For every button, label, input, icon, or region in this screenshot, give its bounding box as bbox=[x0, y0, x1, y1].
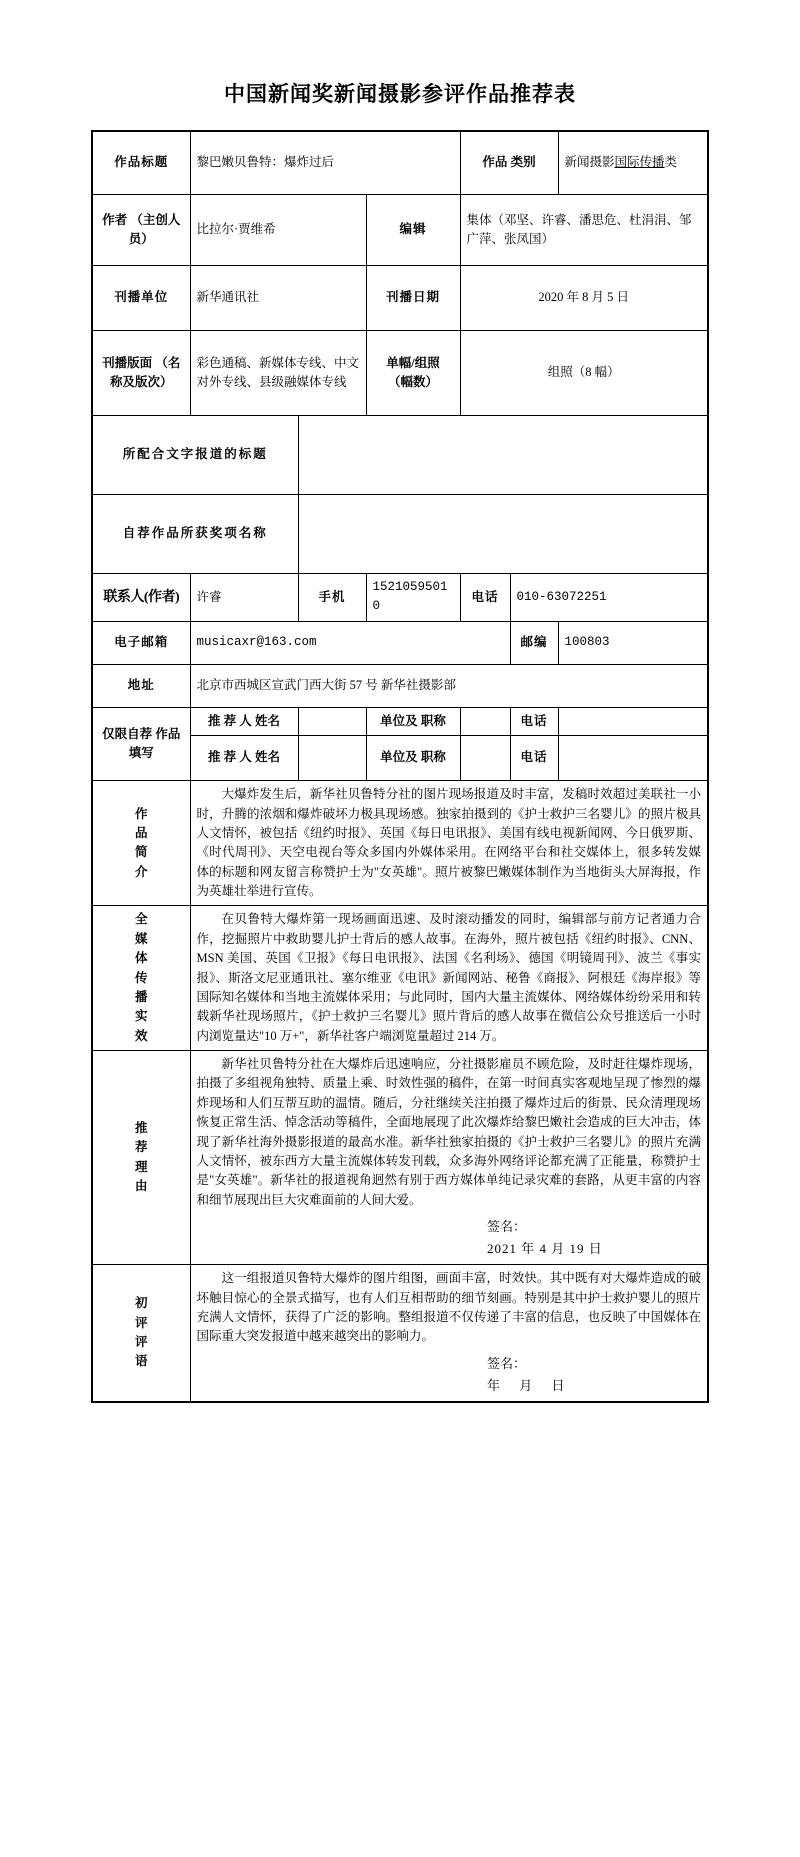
impact-label-char-0: 全 bbox=[134, 912, 148, 927]
recommender-unit-value-2[interactable] bbox=[460, 736, 510, 781]
reason-signature-block bbox=[197, 1216, 702, 1260]
summary-label-char-1: 品 bbox=[134, 825, 148, 840]
initial-review-signature-label[interactable]: 签名： bbox=[487, 1355, 527, 1371]
recommender-unit-label-2-line2: 职称 bbox=[420, 750, 446, 765]
impact-body[interactable] bbox=[190, 906, 708, 1051]
initial-review-label bbox=[92, 1265, 190, 1402]
table-row-self-award bbox=[92, 495, 708, 574]
reason-text: 新华社贝鲁特分社在大爆炸后迅速响应，分社摄影雇员不顾危险，及时赶往爆炸现场，拍摄了多组视角独特、质量上乘、时效性强的稿件，在第一时间真实客观地呈现了惨烈的爆炸现场和人们互帮互助的温情。随后，分社继续关注拍摄了爆炸过后的街景、民众清理现场恢复正常生活、悼念活动等稿件，全面地展现了此次爆炸给黎巴嫩社会造成的巨大冲击，体现了新华社海外摄影报道的最高水准。新华社独家拍摄的《护士救护三名婴儿》的照片充满人文情怀，被东西方大量主流媒体转发刊载，众多海外网络评论都充满了正能量，称赞护士是"女英雄"。新华社的报道视角迥然有别于西方媒体单纯记录灾难的套路，从更丰富的内容和细节展现出巨大灾难面前的人间大爱。 bbox=[196, 1057, 701, 1207]
recommender-name-label-1-line2: 姓名 bbox=[254, 713, 280, 728]
impact-label-char-5: 实 bbox=[134, 1009, 148, 1024]
summary-body[interactable] bbox=[190, 781, 708, 906]
summary-label-char-3: 介 bbox=[134, 864, 148, 879]
recommender-name-label-2 bbox=[190, 736, 298, 781]
initial-review-label-char-0: 初 bbox=[134, 1296, 148, 1311]
email-label: 电子邮箱 bbox=[92, 621, 190, 664]
recommender-phone-label-1: 电话 bbox=[510, 707, 558, 735]
publisher-label: 刊播单位 bbox=[92, 266, 190, 331]
impact-label-char-4: 播 bbox=[134, 989, 148, 1004]
work-category-prefix: 新闻摄影 bbox=[564, 155, 615, 170]
table-row-summary bbox=[92, 781, 708, 906]
self-award-label: 自荐作品所获奖项名称 bbox=[92, 495, 298, 574]
mobile-value[interactable]: 15210595010 bbox=[366, 574, 460, 622]
editor-label: 编辑 bbox=[366, 195, 460, 266]
impact-label-char-3: 传 bbox=[134, 970, 148, 985]
phone-value[interactable]: 010-63072251 bbox=[510, 574, 708, 622]
table-row-contact bbox=[92, 574, 708, 622]
table-row-address bbox=[92, 664, 708, 707]
summary-text: 大爆炸发生后，新华社贝鲁特分社的图片现场报道及时丰富，发稿时效超过美联社一小时，升腾的浓烟和爆炸破坏力极具现场感。独家拍摄到的《护士救护三名婴儿》的照片极具人文情怀，被包括《纽约时报》、英国《每日电讯报》、美国有线电视新闻网、今日俄罗斯、《时代周刊》、天空电视台等众多国内外媒体采用。在网络平台和社交媒体上，很多转发媒体的标题和网友留言称赞护士为"女英雄"。照片被黎巴嫩媒体制作为当地街头大屏海报，作为英雄壮举进行宣传。 bbox=[196, 787, 701, 898]
recommender-unit-value-1[interactable] bbox=[460, 707, 510, 735]
mobile-label: 手机 bbox=[298, 574, 366, 622]
initial-review-text: 这一组报道贝鲁特大爆炸的图片组图，画面丰富，时效快。其中既有对大爆炸造成的破坏触目惊心的全景式描写，也有人们互相帮助的细节刻画。特别是其中护士救护婴儿的照片充满人文情怀，获得了广泛的影响。整组报道不仅传递了丰富的信息，也反映了中国媒体在国际重大突发报道中越来越突出的影响力。 bbox=[196, 1271, 701, 1344]
work-title-label: 作品标题 bbox=[92, 131, 190, 195]
initial-review-label-char-3: 语 bbox=[134, 1354, 148, 1369]
recommender-name-label-1 bbox=[190, 707, 298, 735]
phone-label: 电话 bbox=[460, 574, 510, 622]
initial-review-signature-date[interactable]: 年 月 日 bbox=[487, 1377, 573, 1393]
initial-review-label-char-2: 评 bbox=[134, 1335, 148, 1350]
impact-label-char-2: 体 bbox=[134, 951, 148, 966]
contact-value[interactable]: 许睿 bbox=[190, 574, 298, 622]
edition-label-line1: 刊播版面 bbox=[102, 355, 153, 370]
impact-label-char-1: 媒 bbox=[134, 931, 148, 946]
photo-count-label-line2: （幅数） bbox=[387, 375, 438, 389]
recommender-unit-label-2 bbox=[366, 736, 460, 781]
table-row-self-recommend-1 bbox=[92, 707, 708, 735]
work-title-value[interactable]: 黎巴嫩贝鲁特：爆炸过后 bbox=[190, 131, 460, 195]
initial-review-signature-block bbox=[197, 1353, 702, 1397]
recommender-phone-value-2[interactable] bbox=[558, 736, 708, 781]
page-title: 中国新闻奖新闻摄影参评作品推荐表 bbox=[224, 82, 576, 106]
editor-value[interactable]: 集体（邓坚、许睿、潘思危、杜涓涓、邹广萍、张凤国） bbox=[460, 195, 708, 266]
self-recommend-label bbox=[92, 707, 190, 780]
summary-label-char-0: 作 bbox=[134, 806, 148, 821]
table-row-edition bbox=[92, 331, 708, 416]
companion-title-label: 所配合文字报道的标题 bbox=[92, 416, 298, 495]
reason-label-char-3: 由 bbox=[134, 1178, 148, 1193]
self-award-value[interactable] bbox=[298, 495, 708, 574]
recommender-phone-value-1[interactable] bbox=[558, 707, 708, 735]
publisher-value[interactable]: 新华通讯社 bbox=[190, 266, 366, 331]
recommender-name-value-2[interactable] bbox=[298, 736, 366, 781]
summary-label bbox=[92, 781, 190, 906]
initial-review-label-char-1: 评 bbox=[134, 1315, 148, 1330]
publish-date-label: 刊播日期 bbox=[366, 266, 460, 331]
recommender-unit-label-1-line2: 职称 bbox=[420, 713, 446, 728]
impact-label-char-6: 效 bbox=[134, 1028, 148, 1043]
summary-label-char-2: 简 bbox=[134, 845, 148, 860]
reason-signature-label[interactable]: 签名： bbox=[487, 1219, 527, 1234]
recommender-name-label-2-line2: 姓名 bbox=[254, 750, 280, 765]
edition-label-line2: （名称及版次） bbox=[109, 355, 181, 389]
work-category-label-line2: 类别 bbox=[510, 155, 536, 170]
work-category-label bbox=[460, 131, 558, 195]
companion-title-value[interactable] bbox=[298, 416, 708, 495]
edition-value[interactable]: 彩色通稿、新媒体专线、中文对外专线、县级融媒体专线 bbox=[190, 331, 366, 416]
photo-count-label bbox=[366, 331, 460, 416]
reason-label-char-2: 理 bbox=[134, 1159, 148, 1174]
author-label-line1: 作者 bbox=[102, 212, 128, 227]
recommender-name-value-1[interactable] bbox=[298, 707, 366, 735]
work-category-selected: 国际传播 bbox=[614, 155, 665, 170]
address-label: 地址 bbox=[92, 664, 190, 707]
work-category-suffix: 类 bbox=[664, 155, 678, 170]
initial-review-body[interactable] bbox=[190, 1265, 708, 1402]
self-recommend-label-line1: 仅限自荐 bbox=[102, 726, 153, 741]
publish-date-value[interactable]: 2020 年 8 月 5 日 bbox=[460, 266, 708, 331]
contact-label: 联系人(作者) bbox=[92, 574, 190, 622]
author-value[interactable]: 比拉尔·贾维希 bbox=[190, 195, 366, 266]
impact-text: 在贝鲁特大爆炸第一现场画面迅速、及时滚动播发的同时，编辑部与前方记者通力合作，挖掘照片中救助婴儿护士背后的感人故事。在海外，照片被包括《纽约时报》、CNN、MSN 美国、英国《卫报》《每日电讯报》、法国《名利场》、德国《明镜周刊》、波兰《事实报》、斯洛文尼亚通讯社、塞尔维亚《电讯》新闻网站、秘鲁《商报》、阿根廷《海岸报》等国际知名媒体和当地主流媒体采用；与此同时，国内大量主流媒体、网络媒体纷纷采用和转载新华社现场照片，《护士救护三名婴儿》照片背后的感人故事在微信公众号推送后一小时内浏览量达"10 万+"，新华社客户端浏览量超过 214 万。 bbox=[196, 912, 701, 1043]
recommendation-form bbox=[91, 130, 709, 1403]
table-row-email bbox=[92, 621, 708, 664]
zip-label: 邮编 bbox=[510, 621, 558, 664]
table-row-initial-review bbox=[92, 1265, 708, 1402]
address-value[interactable]: 北京市西城区宣武门西大街 57 号 新华社摄影部 bbox=[190, 664, 708, 707]
table-row-publisher bbox=[92, 266, 708, 331]
self-recommend-label-line2: 作品填写 bbox=[128, 726, 181, 760]
work-category-label-line1: 作品 bbox=[482, 155, 508, 170]
reason-label-char-0: 推 bbox=[134, 1120, 148, 1135]
recommender-unit-label-2-line1: 单位及 bbox=[380, 750, 418, 765]
impact-label bbox=[92, 906, 190, 1051]
recommender-unit-label-1 bbox=[366, 707, 460, 735]
recommender-unit-label-1-line1: 单位及 bbox=[380, 713, 418, 728]
email-value[interactable]: musicaxr@163.com bbox=[190, 621, 510, 664]
recommender-phone-label-2: 电话 bbox=[510, 736, 558, 781]
edition-label bbox=[92, 331, 190, 416]
reason-body[interactable] bbox=[190, 1051, 708, 1265]
zip-value[interactable]: 100803 bbox=[558, 621, 708, 664]
photo-count-label-line1: 单幅/组照 bbox=[386, 355, 440, 370]
photo-count-value[interactable]: 组照（8 幅） bbox=[460, 331, 708, 416]
reason-signature-date[interactable]: 2021 年 4 月 19 日 bbox=[487, 1241, 603, 1257]
reason-label-char-1: 荐 bbox=[134, 1140, 148, 1155]
table-row-reason bbox=[92, 1051, 708, 1265]
author-label-line2: （主创人员） bbox=[128, 212, 181, 246]
work-category-value[interactable] bbox=[558, 131, 708, 195]
table-row-impact bbox=[92, 906, 708, 1051]
recommender-name-label-1-line1: 推 荐 人 bbox=[208, 713, 252, 728]
reason-label bbox=[92, 1051, 190, 1265]
author-label bbox=[92, 195, 190, 266]
table-row-companion-title bbox=[92, 416, 708, 495]
recommender-name-label-2-line1: 推 荐 人 bbox=[208, 750, 252, 765]
table-row-author bbox=[92, 195, 708, 266]
table-row-work-title bbox=[92, 131, 708, 195]
